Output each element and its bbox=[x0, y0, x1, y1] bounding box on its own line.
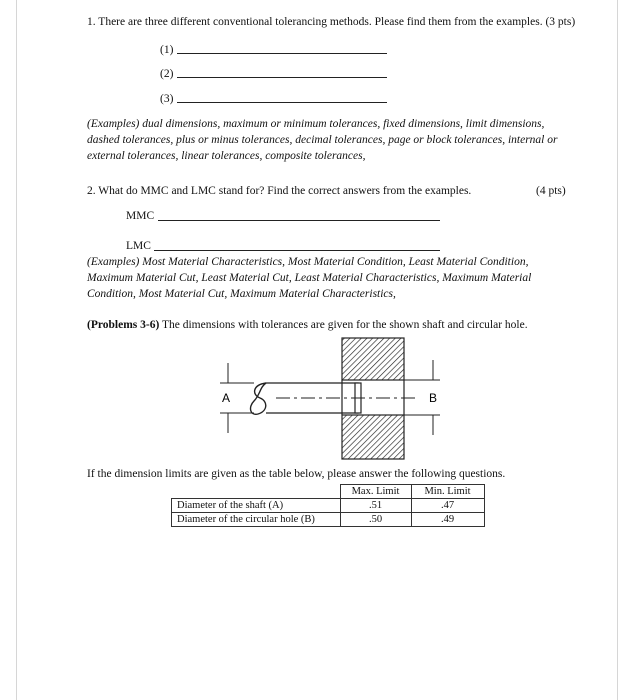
q1-examples-line: external tolerances, linear tolerances, composite tolerances, bbox=[87, 150, 366, 162]
row-max: .51 bbox=[340, 499, 411, 513]
left-margin-line bbox=[16, 0, 17, 700]
q2-examples-line: Maximum Material Cut, Least Material Cut, Least Material Characteristics, Maximum Material bbox=[87, 272, 532, 284]
header-max-limit: Max. Limit bbox=[340, 485, 411, 499]
q2-question: 2. What do MMC and LMC stand for? Find the correct answers from the examples. bbox=[87, 185, 472, 197]
q2-examples bbox=[87, 254, 531, 302]
q1-answer-line-1[interactable] bbox=[177, 53, 387, 54]
row-name: Diameter of the circular hole (B) bbox=[172, 513, 341, 527]
problems-intro bbox=[87, 317, 528, 333]
header-min-limit: Min. Limit bbox=[411, 485, 484, 499]
q2-points: (4 pts) bbox=[536, 185, 566, 197]
q1-blank-label-3: (3) bbox=[160, 93, 174, 105]
q2-examples-line: Condition, Most Material Cut, Maximum Material Characteristics, bbox=[87, 288, 396, 300]
mmc-label: MMC bbox=[126, 210, 155, 222]
q1-answer-line-2[interactable] bbox=[177, 77, 387, 78]
shaft-hole-figure bbox=[200, 335, 460, 465]
row-max: .50 bbox=[340, 513, 411, 527]
q1-blank-label-1: (1) bbox=[160, 44, 174, 56]
q1-blank-label-2: (2) bbox=[160, 68, 174, 80]
upper-hole-wall bbox=[342, 338, 404, 380]
right-margin-line bbox=[617, 0, 618, 700]
q1-examples-line: (Examples) dual dimensions, maximum or minimum tolerances, fixed dimensions, limit dimensions, bbox=[87, 118, 545, 130]
problems-bold-prefix: (Problems 3-6) bbox=[87, 319, 160, 331]
q1-examples bbox=[87, 116, 557, 164]
q1-answer-line-3[interactable] bbox=[177, 102, 387, 103]
limits-table bbox=[171, 484, 485, 527]
table-header-empty bbox=[172, 485, 341, 499]
row-min: .49 bbox=[411, 513, 484, 527]
row-min: .47 bbox=[411, 499, 484, 513]
row-name: Diameter of the shaft (A) bbox=[172, 499, 341, 513]
q2-examples-line: (Examples) Most Material Characteristics, Most Material Condition, Least Material Condition, bbox=[87, 256, 529, 268]
table-row bbox=[172, 513, 485, 527]
mmc-answer-line[interactable] bbox=[158, 220, 440, 221]
q1-question: 1. There are three different conventional tolerancing methods. Please find them from the examples. (3 pts) bbox=[87, 16, 576, 28]
dimension-label-b: B bbox=[429, 391, 438, 405]
problems-text: The dimensions with tolerances are given for the shown shaft and circular hole. bbox=[159, 319, 528, 331]
shaft-break-symbol bbox=[251, 383, 266, 414]
q1-examples-line: dashed tolerances, plus or minus tolerances, decimal tolerances, page or block tolerances, internal or bbox=[87, 134, 558, 146]
lmc-label: LMC bbox=[126, 240, 151, 252]
lower-hole-wall bbox=[342, 415, 404, 459]
lmc-answer-line[interactable] bbox=[154, 250, 440, 251]
table-row bbox=[172, 499, 485, 513]
dimension-label-a: A bbox=[222, 391, 231, 405]
table-intro: If the dimension limits are given as the table below, please answer the following questions. bbox=[87, 468, 506, 480]
table-header-row bbox=[172, 485, 485, 499]
